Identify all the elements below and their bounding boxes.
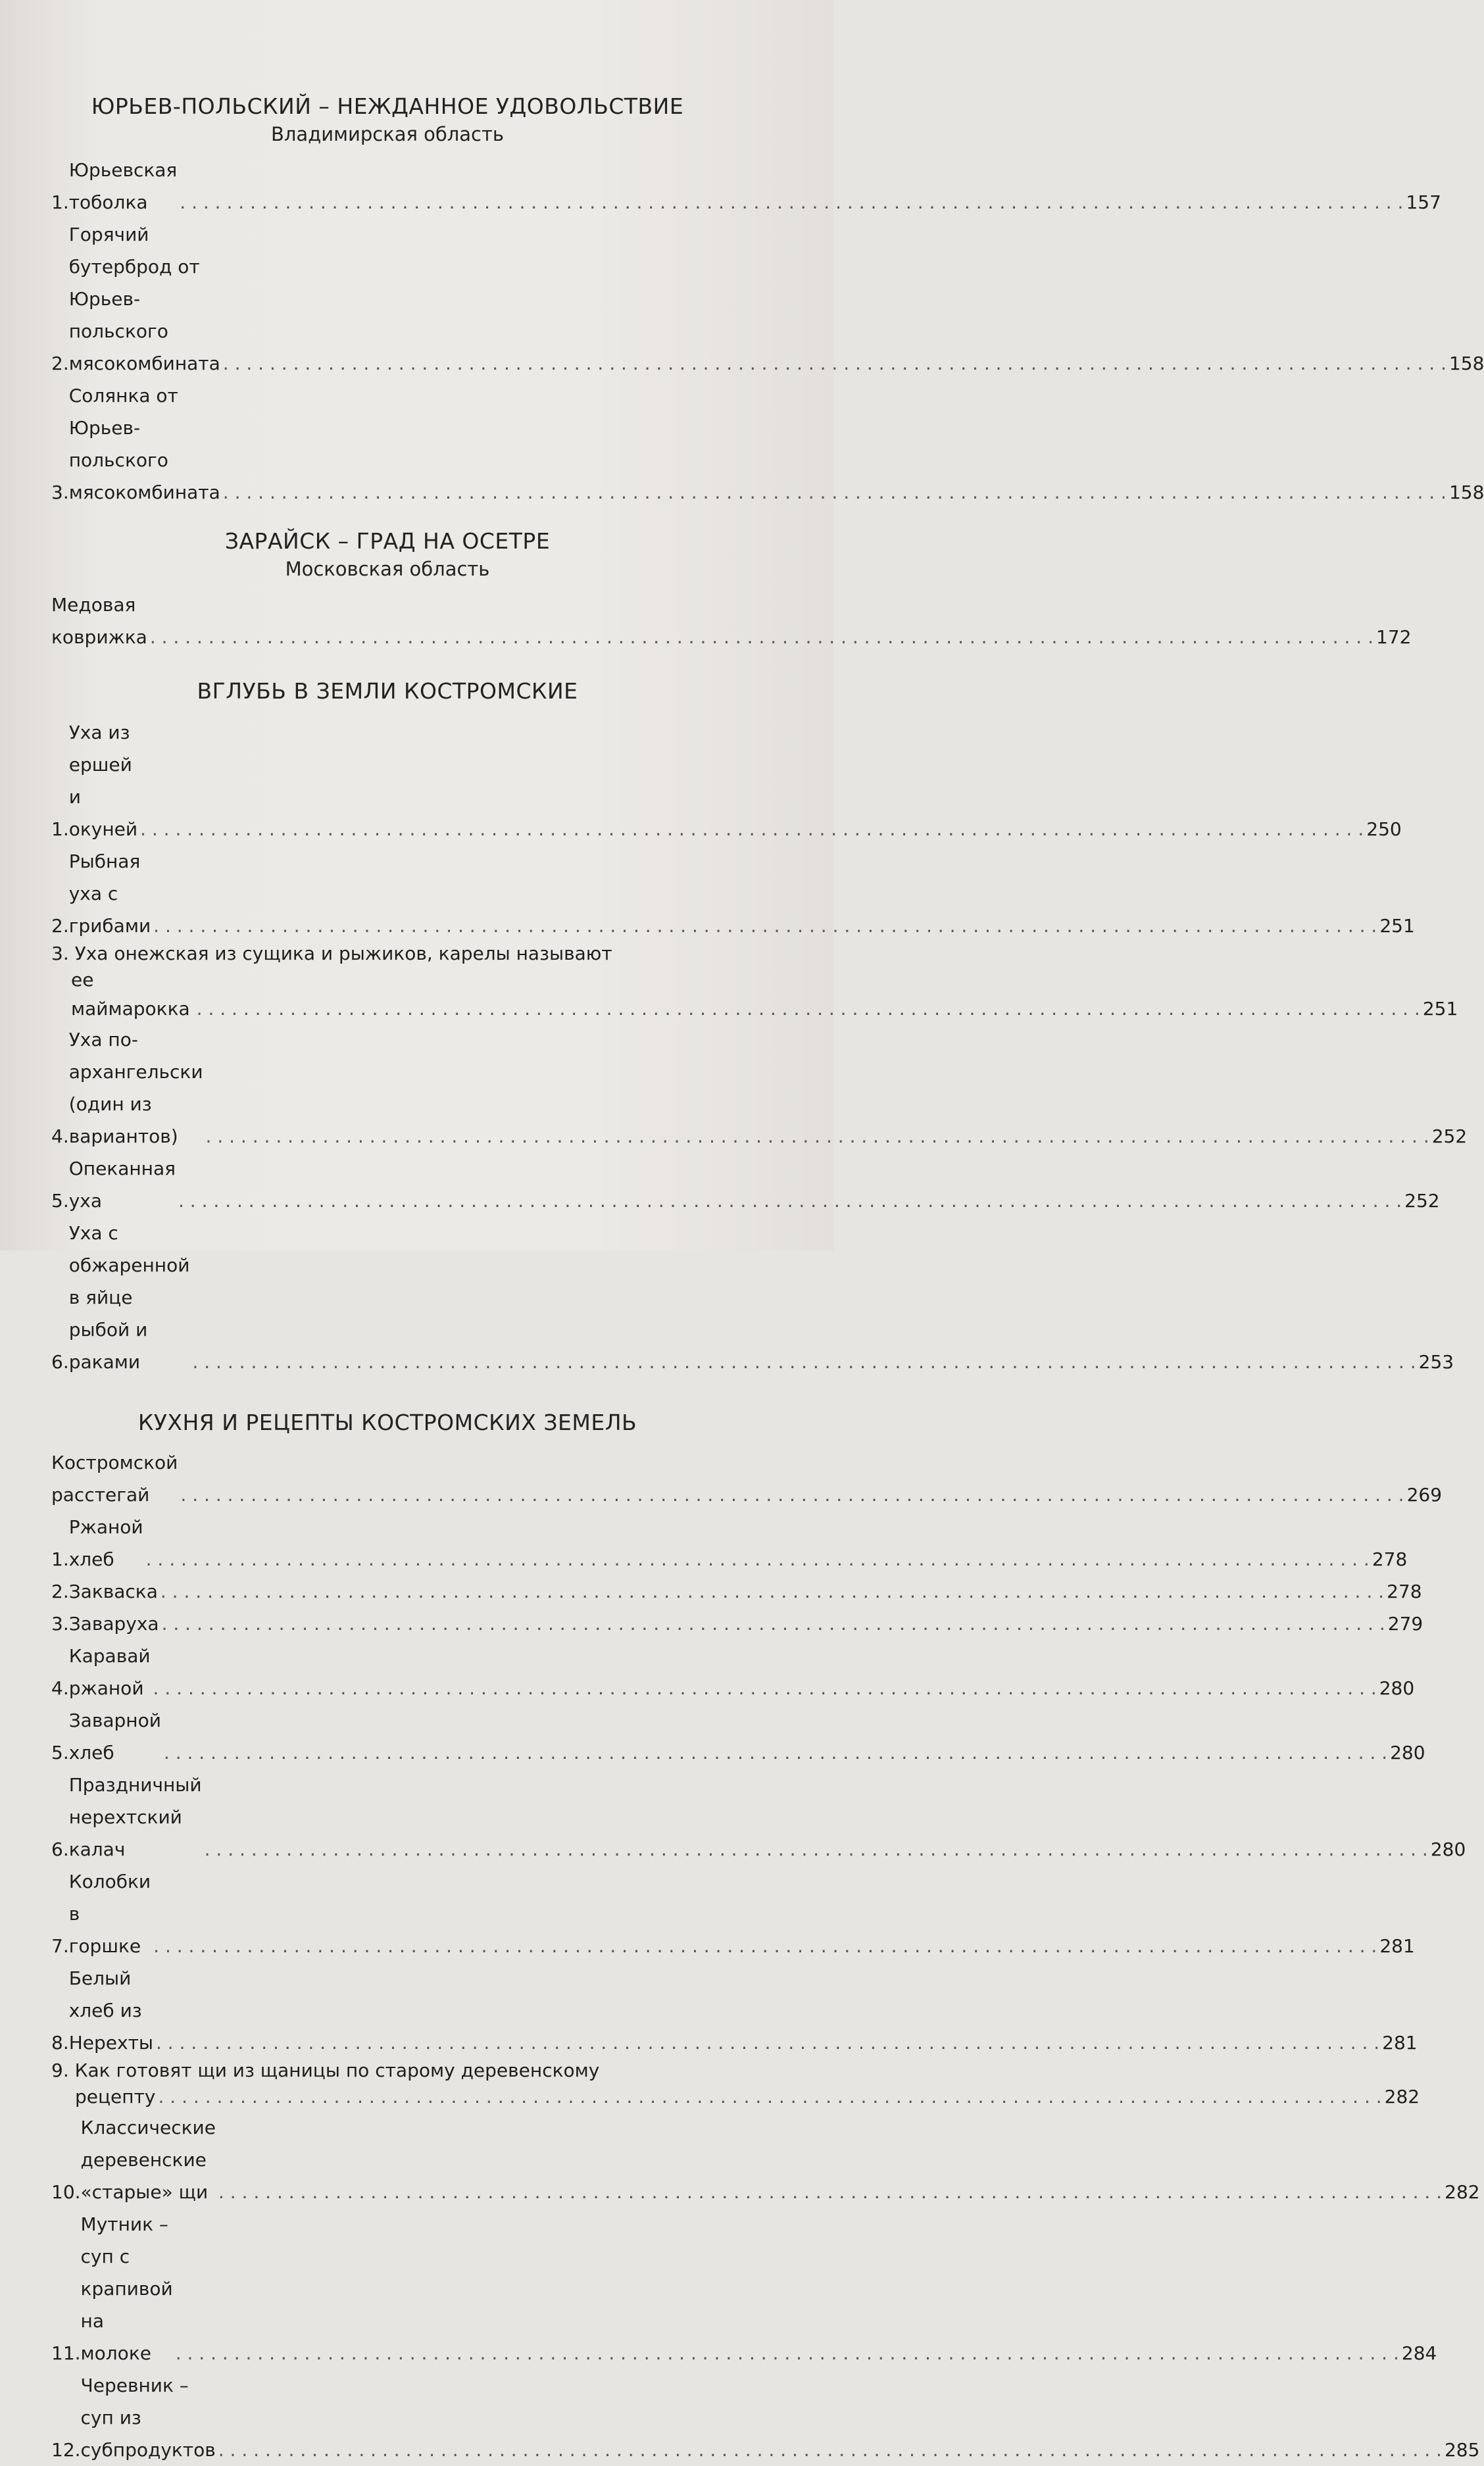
- entry-title: Классические деревенские «старые» щи: [80, 2117, 216, 2203]
- entry-title: Рыбная уха с грибами: [68, 851, 151, 937]
- entry-page: 269: [1406, 1484, 1443, 1506]
- dot-leader: [162, 1608, 1385, 1640]
- toc-entry[interactable]: [51, 2208, 1437, 2369]
- entry-number: 3.: [51, 1613, 69, 1635]
- entry-page: 172: [1376, 626, 1412, 648]
- entry-line-2: [51, 966, 1458, 1023]
- dot-leader: [161, 1575, 1384, 1608]
- entry-title: Костромской расстегай: [51, 1452, 178, 1506]
- section-zaraysk: [51, 527, 1412, 653]
- entry-number: 5.: [51, 1190, 69, 1212]
- entry-page: 281: [1379, 1935, 1415, 1957]
- entry-number: 7.: [51, 1935, 69, 1957]
- section-title: ЗАРАЙСК – ГРАД НА ОСЕТРЕ: [224, 528, 551, 554]
- dot-leader: [164, 1737, 1387, 1769]
- entry-number: 2.: [51, 915, 69, 937]
- entry-page: 157: [1406, 191, 1441, 213]
- entry-page: 250: [1366, 818, 1402, 840]
- entry-number: 6.: [51, 1838, 69, 1860]
- entry-page: 280: [1390, 1742, 1425, 1763]
- toc-entry[interactable]: [51, 1152, 1440, 1217]
- dot-leader: [140, 813, 1364, 845]
- entry-number: 1.: [51, 191, 69, 213]
- dot-leader: [178, 1185, 1402, 1217]
- dot-leader: [223, 476, 1447, 508]
- toc-entry[interactable]: [51, 380, 1484, 508]
- table-of-contents: [51, 92, 1484, 2466]
- dot-leader: [158, 2083, 1381, 2111]
- entry-page: 251: [1379, 915, 1415, 937]
- dot-leader: [153, 910, 1377, 942]
- section-title: КУХНЯ И РЕЦЕПТЫ КОСТРОМСКИХ ЗЕМЕЛЬ: [137, 1410, 637, 1435]
- toc-entry[interactable]: [51, 218, 1484, 380]
- section-title: ЮРЬЕВ-ПОЛЬСКИЙ – НЕЖДАННОЕ УДОВОЛЬСТВИЕ: [91, 93, 684, 119]
- toc-entry[interactable]: [51, 1608, 1423, 1640]
- entry-title: Уха с обжаренной в яйце рыбой и раками: [68, 1222, 190, 1373]
- entry-title: Мутник – суп с крапивой на молоке: [80, 2213, 173, 2364]
- entry-title: Горячий бутерброд от Юрьев-польского мясокомбината: [68, 224, 220, 374]
- toc-entry[interactable]: [51, 154, 1441, 218]
- entry-page: 158: [1448, 353, 1484, 374]
- entry-page: 278: [1372, 1548, 1408, 1570]
- entry-number: 8.: [51, 2032, 69, 2054]
- entry-page: 280: [1379, 1677, 1415, 1699]
- entry-title: Заваруха: [68, 1613, 159, 1635]
- entry-number: 4.: [51, 1125, 69, 1147]
- entry-page: 285: [1444, 2439, 1480, 2461]
- entry-page: 278: [1387, 1581, 1422, 1602]
- entry-page: 252: [1431, 1125, 1468, 1147]
- entry-number: 12.: [51, 2439, 81, 2461]
- dot-leader: [218, 2176, 1442, 2208]
- entry-number: 3.: [51, 481, 69, 503]
- entry-title: Уха по-архангельски (один из вариантов): [68, 1029, 203, 1147]
- section-subtitle: Московская область: [285, 558, 490, 580]
- entry-page: 158: [1448, 481, 1484, 503]
- entry-title: Как готовят щи из щаницы по старому деревенскому: [74, 2059, 600, 2081]
- dot-leader: [223, 347, 1447, 380]
- entry-page: 252: [1404, 1190, 1440, 1212]
- toc-entry[interactable]: [51, 2059, 1420, 2111]
- toc-entry[interactable]: [51, 1511, 1408, 1575]
- section-kostroma-lands: [51, 677, 1468, 1378]
- entry-title: Закваска: [68, 1581, 158, 1602]
- entry-number: 9.: [51, 2059, 75, 2081]
- section-kostroma-cuisine: [51, 1408, 1480, 2466]
- entry-list: [51, 716, 1468, 1378]
- entry-title: Опеканная уха: [68, 1158, 176, 1212]
- entry-number: 11.: [51, 2342, 81, 2364]
- entry-list: [51, 589, 1412, 653]
- dot-leader: [153, 1672, 1377, 1704]
- toc-entry[interactable]: [51, 1217, 1454, 1378]
- entry-line-1: [51, 942, 724, 966]
- entry-title: Уха онежская из сущика и рыжиков, карелы называют: [74, 943, 612, 964]
- toc-entry[interactable]: [51, 1704, 1425, 1769]
- section-subtitle: Владимирская область: [271, 123, 504, 145]
- entry-line-1: [51, 2059, 724, 2083]
- entry-number: 2.: [51, 1581, 69, 1602]
- dot-leader: [192, 1346, 1416, 1378]
- entry-page: 282: [1384, 2086, 1420, 2108]
- entry-title: Уха из ершей и окуней: [68, 722, 138, 840]
- entry-number: 1.: [51, 1548, 69, 1570]
- entry-number: 1.: [51, 818, 69, 840]
- toc-entry[interactable]: [51, 1640, 1415, 1704]
- dot-leader: [150, 621, 1373, 653]
- toc-entry[interactable]: [51, 1575, 1422, 1608]
- toc-entry[interactable]: [51, 1962, 1418, 2059]
- dot-leader: [146, 1543, 1370, 1575]
- entry-number: 6.: [51, 1351, 69, 1373]
- entry-title: Солянка от Юрьев-польского мясокомбината: [68, 385, 220, 503]
- entry-title: Колобки в горшке: [68, 1871, 151, 1957]
- toc-entry[interactable]: [51, 1865, 1415, 1962]
- toc-entry[interactable]: [51, 2111, 1480, 2208]
- entry-title-continued: ее маймарокка: [71, 969, 190, 1020]
- entry-title: Медовая коврижка: [51, 594, 147, 648]
- toc-entry[interactable]: [51, 1446, 1443, 1511]
- entry-number: 10.: [51, 2181, 81, 2203]
- entry-title: Праздничный нерехтский калач: [68, 1774, 202, 1860]
- dot-leader: [156, 2027, 1379, 2059]
- entry-number: 4.: [51, 1677, 69, 1699]
- toc-entry[interactable]: [51, 1023, 1468, 1152]
- dot-leader: [206, 1120, 1429, 1152]
- dot-leader: [180, 1479, 1404, 1511]
- entry-title: Юрьевская тоболка: [68, 159, 178, 213]
- entry-page: 279: [1387, 1613, 1423, 1635]
- toc-entry[interactable]: [51, 2369, 1480, 2466]
- dot-leader: [197, 995, 1420, 1023]
- entry-list: [51, 154, 1484, 508]
- entry-number: 2.: [51, 353, 69, 374]
- dot-leader: [218, 2434, 1442, 2466]
- entry-page: 251: [1422, 998, 1458, 1020]
- entry-number: 3.: [51, 943, 75, 964]
- entry-page: 282: [1445, 2181, 1480, 2203]
- dot-leader: [176, 2337, 1399, 2369]
- toc-entry[interactable]: [51, 716, 1402, 845]
- toc-entry[interactable]: [51, 942, 1458, 1023]
- entry-list: [51, 1446, 1480, 2466]
- entry-page: 280: [1430, 1838, 1466, 1860]
- entry-line-2: [51, 2083, 1420, 2111]
- dot-leader: [153, 1930, 1377, 1962]
- entry-title: Черевник – суп из субпродуктов: [80, 2375, 216, 2461]
- entry-page: 281: [1382, 2032, 1418, 2054]
- entry-title: Заварной хлеб: [68, 1710, 161, 1763]
- dot-leader: [205, 1833, 1428, 1865]
- entry-title: Каравай ржаной: [68, 1645, 151, 1699]
- section-yuryev-polsky: [51, 92, 1484, 508]
- entry-title-continued: рецепту: [75, 2086, 156, 2108]
- entry-title: Ржаной хлеб: [68, 1516, 143, 1570]
- toc-entry[interactable]: [51, 845, 1415, 942]
- entry-number: 5.: [51, 1742, 69, 1763]
- entry-title: Белый хлеб из Нерехты: [68, 1967, 153, 2054]
- entry-page: 253: [1418, 1351, 1454, 1373]
- toc-entry[interactable]: [51, 589, 1412, 653]
- entry-page: 284: [1401, 2342, 1437, 2364]
- toc-entry[interactable]: [51, 1769, 1466, 1865]
- section-title: ВГЛУБЬ В ЗЕМЛИ КОСТРОМСКИЕ: [197, 678, 578, 704]
- dot-leader: [180, 186, 1403, 218]
